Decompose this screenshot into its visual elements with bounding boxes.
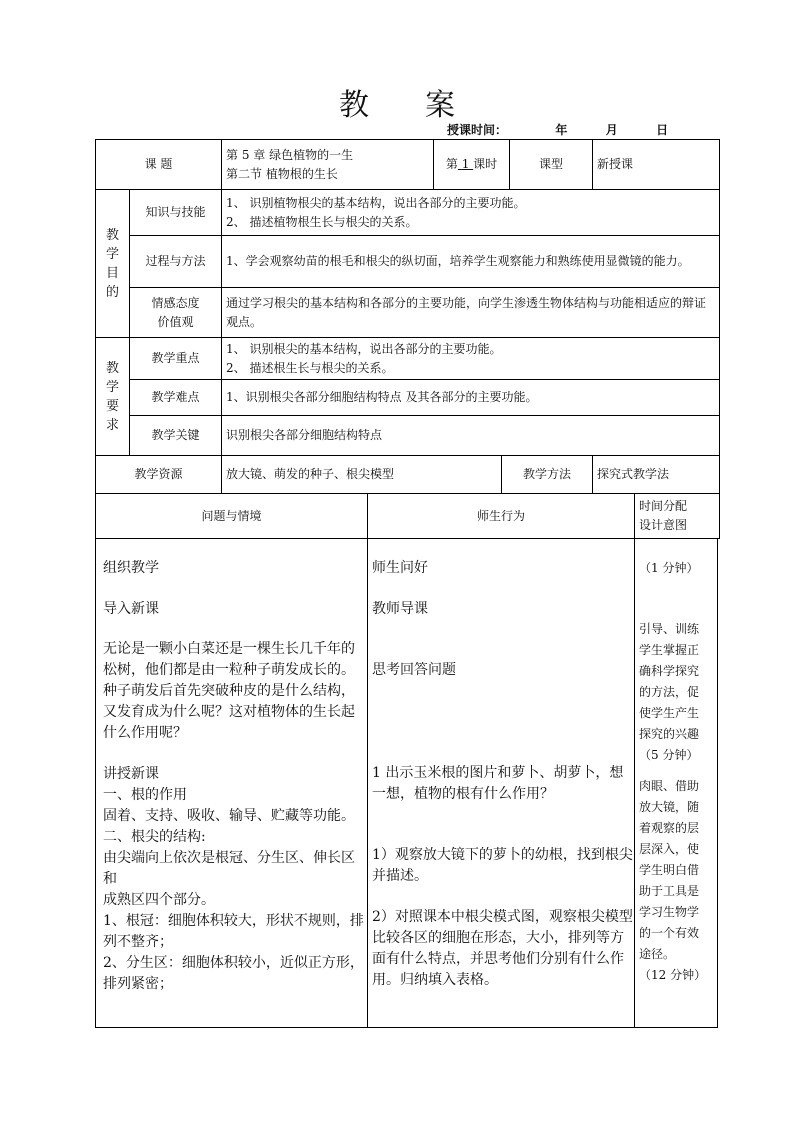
emotion-label: 情感态度 价值观 xyxy=(130,288,222,338)
section-title: 第二节 植物根的生长 xyxy=(226,166,338,181)
activity-1: 1 出示玉米根的图片和萝卜、胡萝卜，想 一想，植物的根有什么作用？ xyxy=(372,765,624,802)
method-value: 探究式教学法 xyxy=(593,456,720,494)
chapter-title: 第 5 章 绿色植物的一生 xyxy=(226,147,354,162)
class-date-line xyxy=(447,121,668,138)
topic-cell xyxy=(222,140,434,190)
process-text: 1、学会观察幼苗的根毛和根尖的纵切面，培养学生观察能力和熟练使用显微镜的能力。 xyxy=(222,236,720,288)
intent-2: 肉眼、借助 放大镜，随 着观察的层 层深入，使 学生明白借 助于工具是 学习生物学 的一个有效 途径。 xyxy=(639,779,700,961)
process-header-table xyxy=(95,493,720,539)
requirements-side-label: 教 学 要 求 xyxy=(96,338,130,456)
date-day: 日 xyxy=(656,123,669,137)
period-cell xyxy=(434,140,510,190)
knowledge-label: 知识与技能 xyxy=(130,190,222,236)
questions-column xyxy=(103,558,365,995)
difficulty-text: 1、识别根尖各部分细胞结构特点 及其各部分的主要功能。 xyxy=(222,380,720,416)
date-year: 年 xyxy=(555,123,568,137)
intro-paragraph: 无论是一颗小白菜还是一棵生长几千年的 松树，他们都是由一粒种子萌发成长的。 种子萌发后首先突破种皮的是什么结构， 又发育成为什么呢？这对植物体的生长起 什么作用呢？ xyxy=(103,641,355,741)
process-label: 过程与方法 xyxy=(130,236,222,288)
time-3: （12 分钟） xyxy=(639,968,707,982)
teacher-intro: 教师导课 xyxy=(372,601,428,617)
date-label: 授课时间： xyxy=(447,123,508,137)
actions-column xyxy=(372,558,634,991)
difficulty-label: 教学难点 xyxy=(130,380,222,416)
intent-1: 引导、训练 学生掌握正 确科学探究 的方法，促 使学生产生 探究的兴趣 xyxy=(639,622,700,741)
key-point-text: 1、 识别根尖的基本结构，说出各部分的主要功能。 2、 描述根生长与根尖的关系。 xyxy=(222,338,720,380)
date-month: 月 xyxy=(605,123,618,137)
period-suffix: 课时 xyxy=(473,157,498,171)
lesson-type-value: 新授课 xyxy=(593,140,720,190)
method-label: 教学方法 xyxy=(502,456,593,494)
period-number: 1 xyxy=(461,157,470,171)
time-1: （1 分钟） xyxy=(639,561,699,575)
think-answer: 思考回答问题 xyxy=(372,662,456,678)
col-actions-header: 师生行为 xyxy=(368,494,635,539)
period-prefix: 第 xyxy=(445,157,458,171)
lesson-info-table xyxy=(95,139,720,494)
crux-text: 识别根尖各部分细胞结构特点 xyxy=(222,416,720,456)
emotion-text: 通过学习根尖的基本结构和各部分的主要功能，向学生渗透生物体结构与功能相适应的辩证观点。 xyxy=(222,288,720,338)
document-title: 教案 xyxy=(339,88,511,123)
col-time-header: 时间分配 设计意图 xyxy=(635,494,720,539)
time-2: （5 分钟） xyxy=(639,748,699,762)
greeting: 师生问好 xyxy=(372,560,428,576)
lesson-type-label: 课型 xyxy=(510,140,593,190)
resources-label: 教学资源 xyxy=(96,456,222,494)
objectives-side-label: 教 学 目 的 xyxy=(96,190,130,338)
resources-value: 放大镜、萌发的种子、根尖模型 xyxy=(222,456,502,494)
new-lesson-content: 讲授新课 一、根的作用 固着、支持、吸收、输导、贮藏等功能。 二、根尖的结构: 由尖端向上依次是根冠、分生区、伸长区 和 成熟区四个部分。 1、根冠：细胞体积较大，形状不规则，排 列不整齐； 2、分生区：细胞体积较小，近似正方形， 排列紧密； xyxy=(103,766,364,992)
knowledge-text: 1、 识别植物根尖的基本结构，说出各部分的主要功能。 2、 描述植物根生长与根尖的关系。 xyxy=(222,190,720,236)
activity-3: 2）对照课本中根尖模式图，观察根尖模型 比较各区的细胞在形态，大小，排列等方 面有什么特点，并思考他们分别有什么作 用。归纳填入表格。 xyxy=(372,909,633,988)
organize-heading: 组织教学 xyxy=(103,560,159,576)
activity-2: 1）观察放大镜下的萝卜的幼根，找到根尖 并描述。 xyxy=(372,847,633,884)
col-questions-header: 问题与情境 xyxy=(96,494,368,539)
topic-label: 课 题 xyxy=(96,140,222,190)
key-point-label: 教学重点 xyxy=(130,338,222,380)
time-intent-column xyxy=(639,558,717,986)
intro-heading: 导入新课 xyxy=(103,601,159,617)
crux-label: 教学关键 xyxy=(130,416,222,456)
